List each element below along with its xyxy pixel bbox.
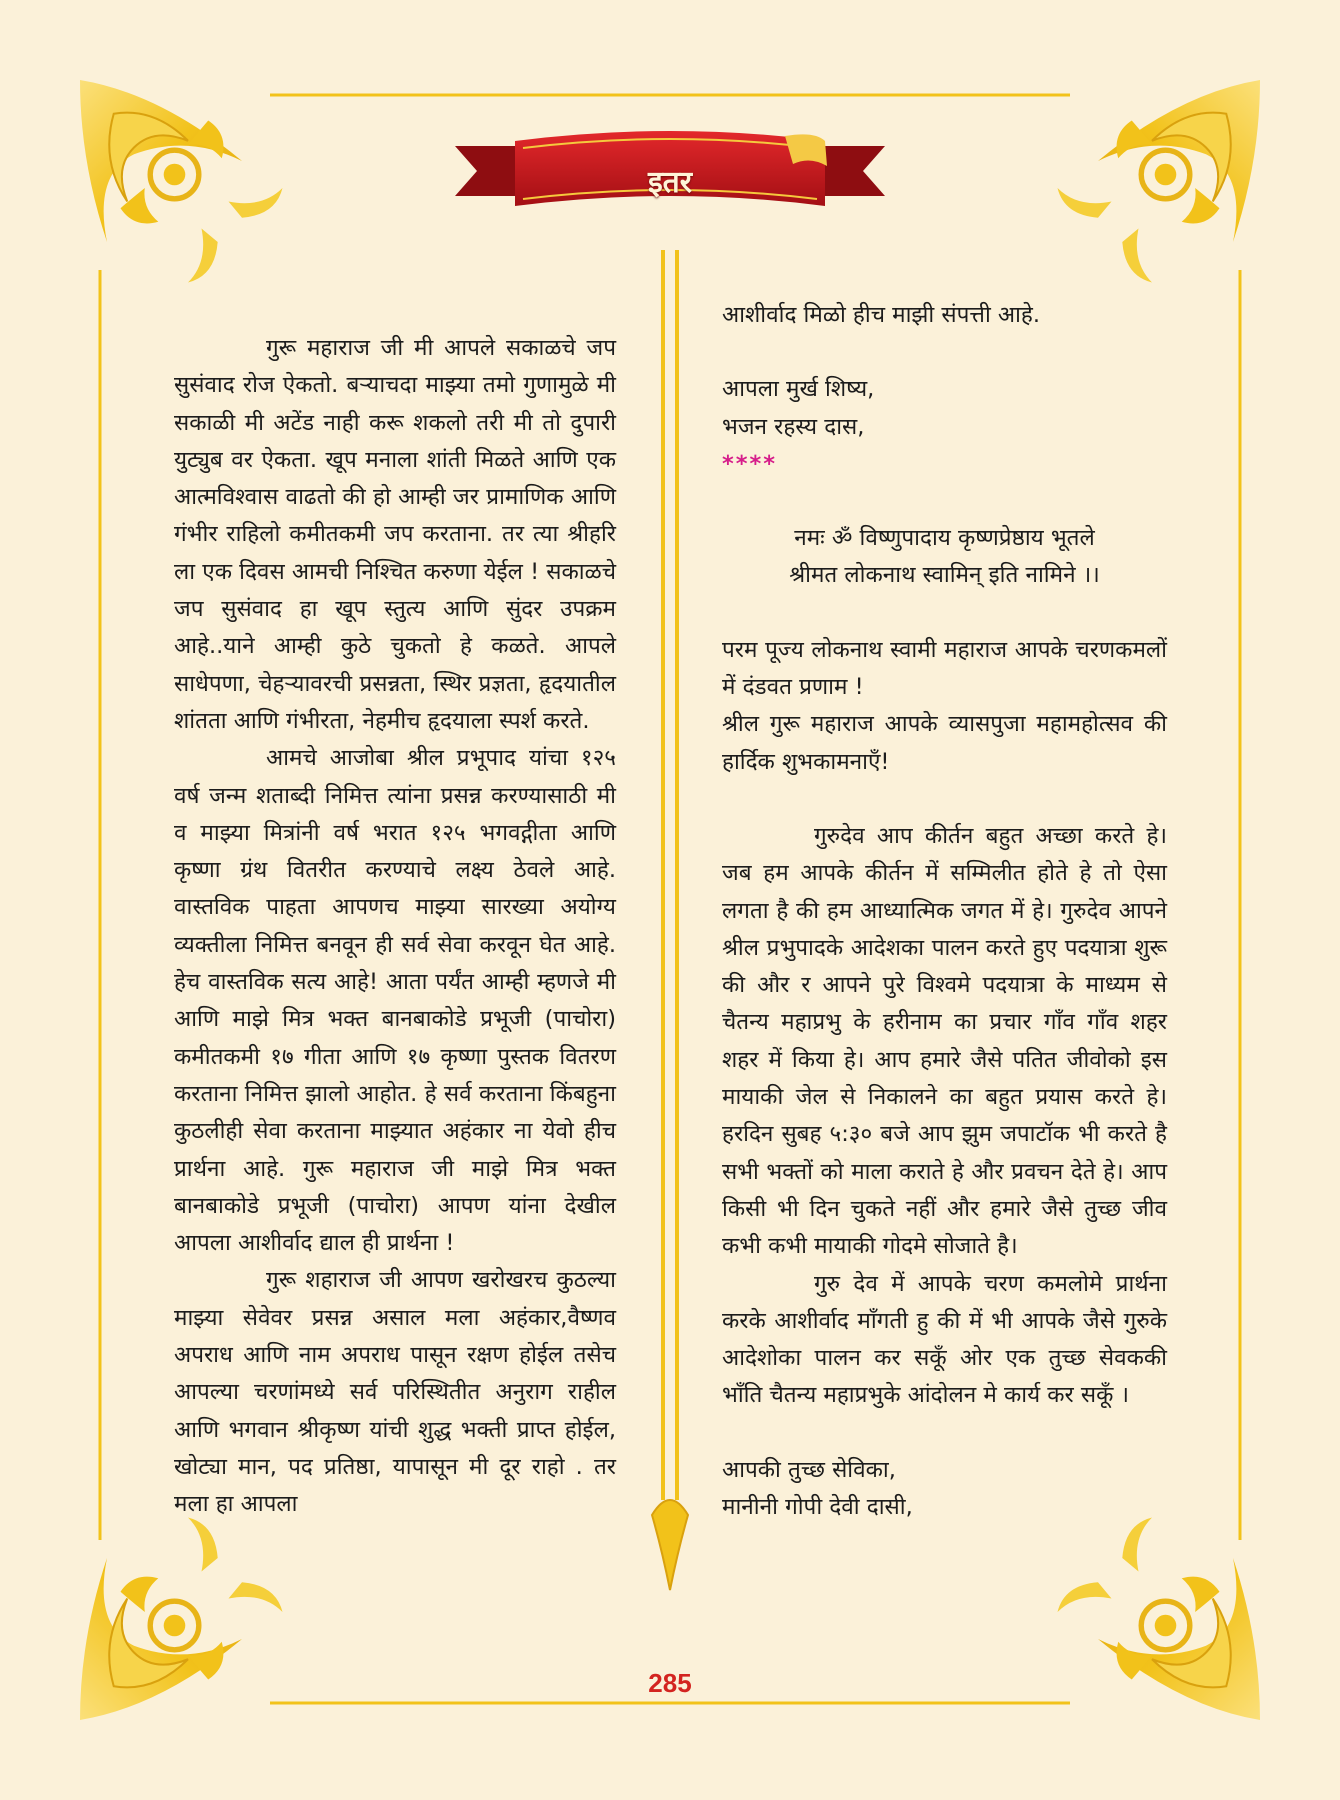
stars-separator: **** bbox=[722, 450, 778, 477]
right-column bbox=[722, 297, 1167, 1526]
signoff-line: आपला मुर्ख शिष्य, bbox=[722, 376, 875, 403]
greeting-line: परम पूज्य लोकनाथ स्वामी महाराज आपके चरणकमलों में दंडवत प्रणाम ! bbox=[722, 636, 1167, 701]
section-title: इतर bbox=[647, 165, 693, 200]
right-paragraph-1: गुरुदेव आप कीर्तन बहुत अच्छा करते हे। जब हम आपके कीर्तन में सम्मिलीत होते हे तो ऐसा लगता है की हम आध्यात्मिक जगत में हे। गुरुदेव आपने श्रील प्रभुपादके आदेशका पालन करते हुए पदयात्रा शुरू की और र आपने पुरे विश्वमे पदयात्रा के माध्यम से चैतन्य महाप्रभु के हरीनाम का प्रचार गाँव गाँव शहर शहर में किया हे। आप हमारे जैसे पतित जीवोको इस मायाकी जेल से निकालने का बहुत प्रयास करते हे। हरदिन सुबह ५:३० बजे आप झुम जपाटॉक भी करते है सभी भक्तों को माला कराते हे और प्रवचन देते हे। आप किसी भी दिन चुकते नहीं और हमारे जैसे तुच्छ जीव कभी कभी मायाकी गोदमे सोजाते है। bbox=[722, 822, 1167, 1260]
signoff-line: भजन रहस्य दास, bbox=[722, 413, 865, 440]
column-divider bbox=[648, 250, 692, 1605]
left-column bbox=[174, 330, 616, 1524]
continuation-line: आशीर्वाद मिळो हीच माझी संपत्ती आहे. bbox=[722, 302, 1041, 328]
left-paragraph-2: आमचे आजोबा श्रील प्रभूपाद यांचा १२५ वर्ष जन्म शताब्दी निमित्त त्यांना प्रसन्न करण्यासाठी मी व माझ्या मित्रांनी वर्ष भरात १२५ भगवद्गीता आणि कृष्णा ग्रंथ वितरीत करण्याचे लक्ष्य ठेवले आहे. वास्तविक पाहता आपणच माझ्या सारख्या अयोग्य व्यक्तीला निमित्त बनवून ही सर्व सेवा करवून घेत आहे. हेच वास्तविक सत्य आहे! आता पर्यंत आम्ही म्हणजे मी आणि माझे मित्र भक्त बानबाकोडे प्रभूजी (पाचोरा) कमीतकमी १७ गीता आणि १७ कृष्णा पुस्तक वितरण करताना निमित्त झालो आहोत. हे सर्व करताना किंबहुना कुठलीही सेवा करताना माझ्यात अहंकार ना येवो हीच प्रार्थना आहे. गुरू महाराज जी माझे मित्र भक्त बानबाकोडे प्रभूजी (पाचोरा) आपण यांना देखील आपला आशीर्वाद द्याल ही प्रार्थना ! bbox=[174, 745, 616, 1257]
page-number: 285 bbox=[648, 1668, 692, 1698]
signoff-line: मानीनी गोपी देवी दासी, bbox=[722, 1494, 913, 1521]
left-paragraph-1: गुरू महाराज जी मी आपले सकाळचे जप सुसंवाद रोज ऐकतो. बऱ्याचदा माझ्या तमो गुणामुळे मी सकाळी मी अटेंड नाही करू शकलो तरी मी तो दुपारी युट्युब वर ऐकता. खूप मनाला शांती मिळते आणि एक आत्मविश्वास वाढतो की हो आम्ही जर प्रामाणिक आणि गंभीर राहिलो कमीतकमी जप करताना. तर त्या श्रीहरि ला एक दिवस आमची निश्चित करुणा येईल ! सकाळचे जप सुसंवाद हा खूप स्तुत्य आणि सुंदर उपक्रम आहे..याने आम्ही कुठे चुकतो हे कळते. आपले साधेपणा, चेहऱ्यावरची प्रसन्नता, स्थिर प्रज्ञता, हृदयातील शांतता आणि गंभीरता, नेहमीच हृदयाला स्पर्श करते. bbox=[174, 335, 616, 734]
mantra-line: श्रीमत लोकनाथ स्वामिन् इति नामिने ।। bbox=[789, 562, 1100, 589]
greeting-line: श्रील गुरू महाराज आपके व्यासपुजा महामहोत्सव की हार्दिक शुभकामनाएँ! bbox=[722, 711, 1167, 775]
right-paragraph-2: गुरु देव में आपके चरण कमलोमे प्रार्थना करके आशीर्वाद माँगती हु की में भी आपके जैसे गुरुके आदेशोका पालन कर सकूँ ओर एक तुच्छ सेवककी भाँति चैतन्य महाप्रभुके आंदोलन मे कार्य कर सकूँ । bbox=[722, 1270, 1167, 1409]
signoff-line: आपकी तुच्छ सेविका, bbox=[722, 1456, 896, 1483]
left-paragraph-3: गुरू शहाराज जी आपण खरोखरच कुठल्या माझ्या सेवेवर प्रसन्न असाल मला अहंकार,वैष्णव अपराध आणि नाम अपराध पासून रक्षण होईल तसेच आपल्या चरणांमध्ये सर्व परिस्थितीत अनुराग राहील आणि भगवान श्रीकृष्ण यांची शुद्ध भक्ती प्राप्त होईल, खोट्या मान, पद प्रतिष्ठा, यापासून मी दूर राहो . तर मला हा आपला bbox=[174, 1267, 616, 1518]
mantra-line: नमः ॐ विष्णुपादाय कृष्णप्रेष्ठाय भूतले bbox=[794, 525, 1095, 552]
